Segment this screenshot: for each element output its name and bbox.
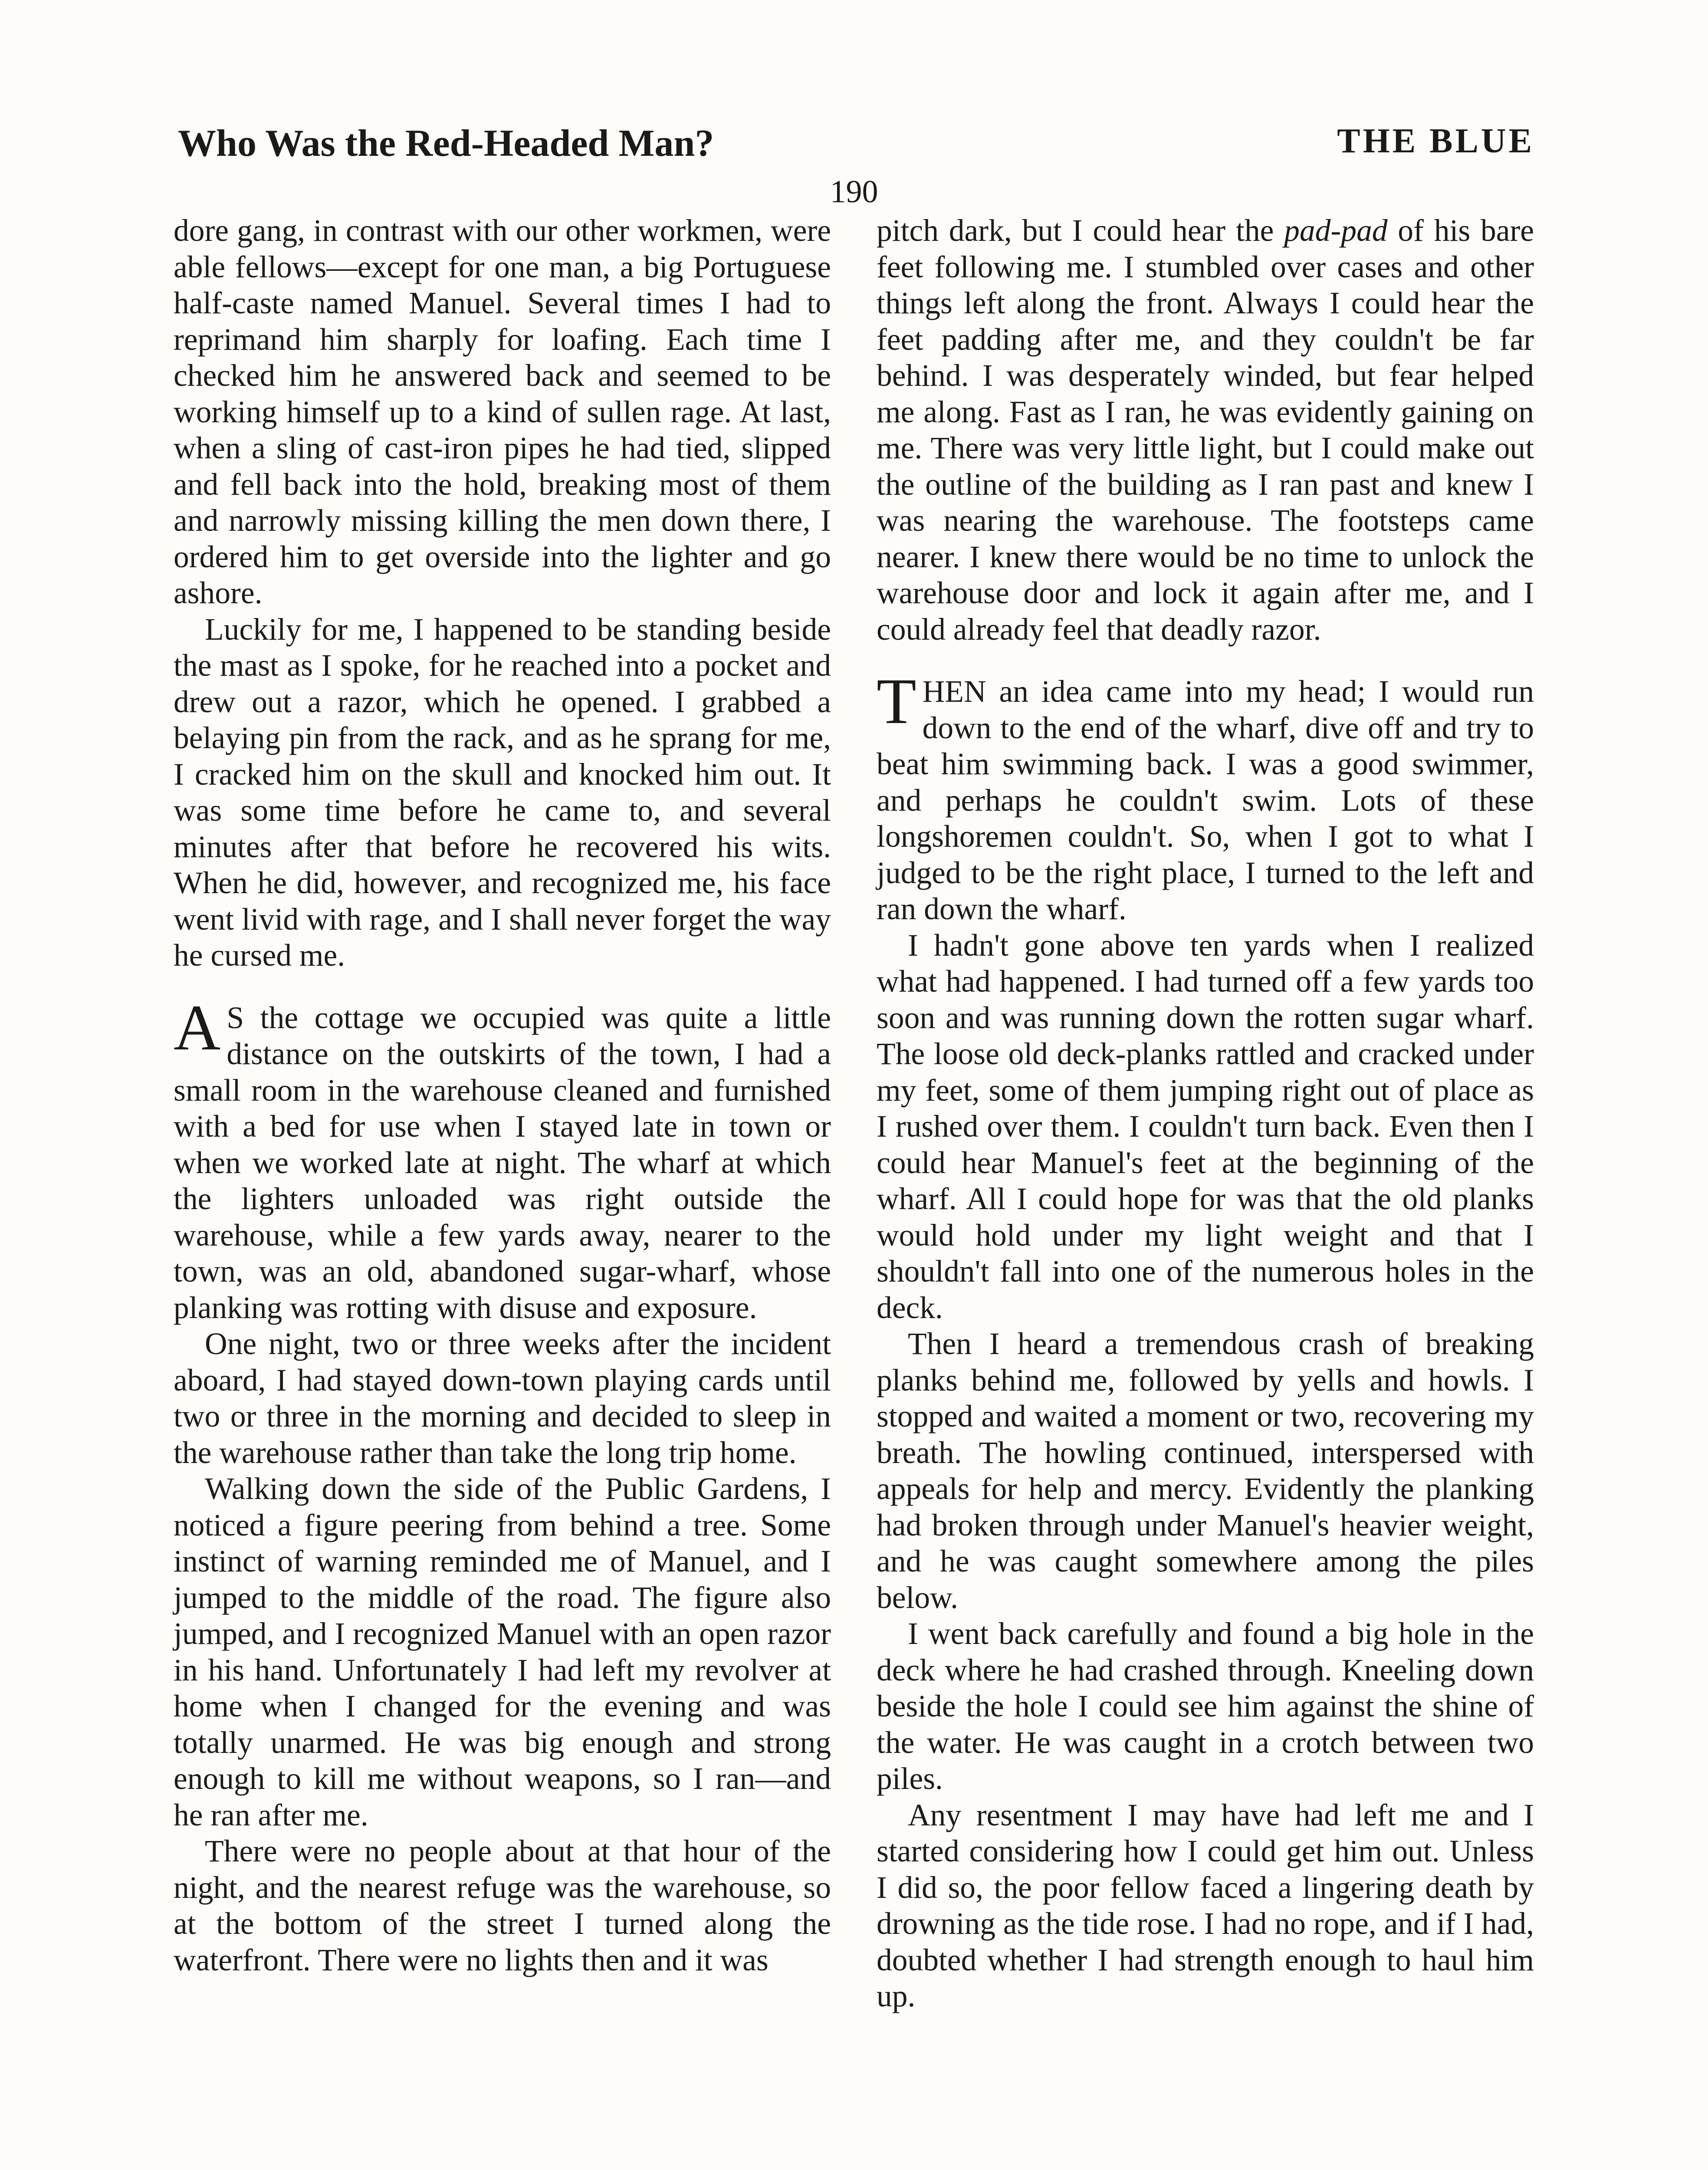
paragraph: One night, two or three weeks after the incident aboard, I had stayed down-town playing cards until two or three in the morning and decided to sleep in the warehouse rather than take the long trip home. (174, 1327, 831, 1470)
paragraph: I went back carefully and found a big hole in the deck where he had crashed through. Kneeling down beside the hole I could see him against the shine of the water. He was caught in a crotch between two piles. (877, 1617, 1534, 1796)
paragraph: dore gang, in contrast with our other workmen, were able fellows—except for one man, a big Portuguese half-caste named Manuel. Several times I had to reprimand him sharply for loafing. Each time I checked him he answered back and seemed to be working himself up to a kind of sullen rage. At last, when a sling of cast-iron pipes he had tied, slipped and fell back into the hold, breaking most of them and narrowly missing killing the men down there, I ordered him to get overside into the lighter and go ashore. (174, 214, 831, 610)
paragraph (877, 213, 1534, 648)
right-column (877, 213, 1534, 2015)
magazine-name: THE BLUE (1337, 122, 1534, 160)
paragraph-text: of his bare feet following me. I stumbled over cases and other things left along the front. Always I could hear the feet padding after me, and they couldn't be far behind. I was desperately winded, but fear helped me along. Fast as I ran, he was evidently gaining on me. There was very little light, but I could make out the outline of the building as I ran past and knew I was nearing the warehouse. The footsteps came nearer. I knew there would be no time to unlock the warehouse door and lock it again after me, and I could already feel that deadly razor. (877, 214, 1534, 647)
paragraph (174, 991, 831, 1326)
italic-text: pad-pad (1284, 214, 1388, 248)
paragraph-text: HEN an idea came into my head; I would run down to the end of the wharf, dive off and try to beat him swimming back. I was a good swimmer, and perhaps he couldn't swim. Lots of these longshoremen couldn't. So, when I got to what I judged to be the right place, I turned to the left and ran down the wharf. (877, 674, 1534, 926)
drop-cap: T (877, 665, 916, 737)
paragraph: Any resentment I may have had left me and I started considering how I could get him out. Unless I did so, the poor fellow faced a lingering death by drowning as the tide rose. I had no rope, and if I had, doubted whether I had strength enough to haul him up. (877, 1798, 1534, 2013)
paragraph: There were no people about at that hour of the night, and the nearest refuge was the warehouse, so at the bottom of the street I turned along the waterfront. There were no lights then and it was (174, 1834, 831, 1977)
paragraph (877, 665, 1534, 927)
left-column (174, 213, 831, 1978)
text-columns (174, 213, 1534, 2170)
article-title: Who Was the Red-Headed Man? (178, 122, 714, 164)
paragraph-text: S the cottage we occupied was quite a little distance on the outskirts of the town, I had a small room in the warehouse cleaned and furnished with a bed for use when I stayed late in town or when we worked late at night. The wharf at which the lighters unloaded was right outside the warehouse, while a few yards away, nearer to the town, was an old, abandoned sugar-wharf, whose planking was rotting with disuse and exposure. (174, 1000, 831, 1325)
drop-cap: A (174, 991, 221, 1064)
paragraph: Then I heard a tremendous crash of breaking planks behind me, followed by yells and howls. I stopped and waited a moment or two, recovering my breath. The howling continued, interspersed with appeals for help and mercy. Evidently the planking had broken through under Manuel's heavier weight, and he was caught somewhere among the piles below. (877, 1327, 1534, 1615)
paragraph-text: pitch dark, but I could hear the (877, 214, 1284, 248)
paragraph: I hadn't gone above ten yards when I realized what had happened. I had turned off a few yards too soon and was running down the rotten sugar wharf. The loose old deck-planks rattled and cracked under my feet, some of them jumping right out of place as I rushed over them. I couldn't turn back. Even then I could hear Manuel's feet at the beginning of the wharf. All I could hope for was that the old planks would hold under my light weight and that I shouldn't fall into one of the numerous holes in the deck. (877, 928, 1534, 1325)
running-head (178, 122, 1534, 178)
paragraph: Walking down the side of the Public Gardens, I noticed a figure peering from behind a tree. Some instinct of warning reminded me of Manuel, and I jumped to the middle of the road. The figure also jumped, and I recognized Manuel with an open razor in his hand. Unfortunately I had left my revolver at home when I changed for the evening and was totally unarmed. He was big enough and strong enough to kill me without weapons, so I ran—and he ran after me. (174, 1472, 831, 1832)
page-number: 190 (830, 174, 878, 210)
paragraph: Luckily for me, I happened to be standing beside the mast as I spoke, for he reached into a pocket and drew out a razor, which he opened. I grabbed a belaying pin from the rack, and as he sprang for me, I cracked him on the skull and knocked him out. It was some time before he came to, and several minutes after that before he recovered his wits. When he did, however, and recognized me, his face went livid with rage, and I shall never forget the way he cursed me. (174, 612, 831, 973)
